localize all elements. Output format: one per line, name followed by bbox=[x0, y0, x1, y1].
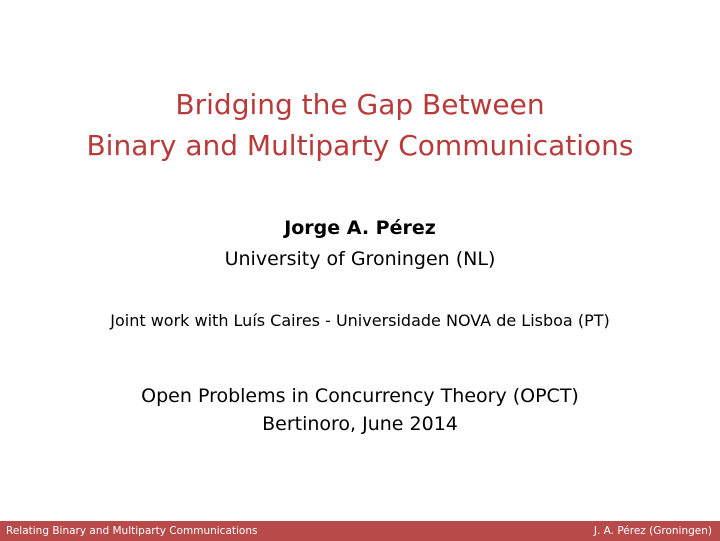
footer-bar bbox=[0, 521, 720, 541]
footer-short-title: Relating Binary and Multiparty Communications bbox=[6, 525, 258, 537]
footer-short-author: J. A. Pérez (Groningen) bbox=[593, 525, 712, 537]
event-location-date: Bertinoro, June 2014 bbox=[262, 413, 458, 435]
author-name: Jorge A. Pérez bbox=[284, 217, 436, 239]
event-info bbox=[0, 382, 720, 438]
slide-title bbox=[0, 84, 720, 166]
title-line-1: Bridging the Gap Between bbox=[175, 88, 545, 121]
joint-work-note: Joint work with Luís Caires - Universidade NOVA de Lisboa (PT) bbox=[110, 311, 610, 330]
title-line-2: Binary and Multiparty Communications bbox=[86, 129, 634, 162]
author-affiliation: University of Groningen (NL) bbox=[224, 248, 496, 270]
event-name: Open Problems in Concurrency Theory (OPCT) bbox=[141, 385, 579, 407]
